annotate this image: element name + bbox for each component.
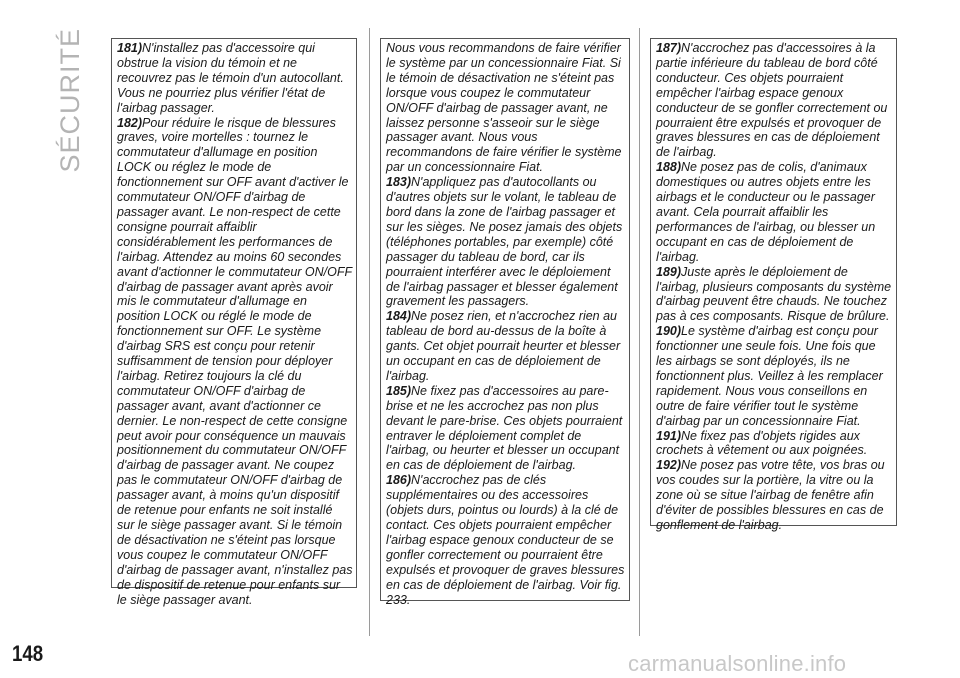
warning-box — [380, 38, 630, 607]
warning-number: 185) — [386, 383, 412, 398]
warning-number: 191) — [656, 428, 682, 443]
warning-number: 188) — [656, 160, 682, 175]
warning-text: Ne posez pas de colis, d'animaux domestiques ou autres objets entre les airbags et le conducteur ou le passager avant. Cela pourrait affaiblir les performances de l'airbag, ou blesser un occupant en cas de déploiement de l'airbag. — [656, 160, 876, 264]
warning-text: Ne fixez pas d'accessoires au pare-brise et ne les accrochez pas non plus devant le pare-brise. Ces objets pourraient entraver le déploiement complet de l'airbag, ou heurter et blesser un occupant en cas de déploiement de l'airbag. — [386, 383, 623, 473]
column-divider — [369, 28, 370, 636]
warning-number: 190) — [656, 324, 682, 339]
warning-box — [650, 38, 897, 532]
section-title: SÉCURITÉ — [54, 28, 85, 173]
warning-number: 182) — [117, 115, 143, 130]
warning-number: 187) — [656, 41, 682, 55]
warning-number: 192) — [656, 458, 682, 473]
warning-paragraph — [117, 41, 353, 116]
warning-box — [111, 38, 357, 607]
warning-text: Ne fixez pas d'objets rigides aux crochets à vêtement ou aux poignées. — [656, 428, 868, 458]
warning-number: 181) — [117, 41, 143, 55]
warning-paragraph — [656, 324, 893, 428]
warning-number: 189) — [656, 264, 682, 279]
warning-text: Pour réduire le risque de blessures graves, voire mortelles : tournez le commutateur d'allumage en position LOCK ou réglez le mode de fonctionnement sur OFF avant d'activer le commutateur ON/OFF d'airbag de passager avant. Le non-respect de cette consigne pourrait affaiblir considérablement les performances de l'airbag. Attendez au moins 60 secondes avant d'actionner le commutateur ON/OFF d'airbag de passager avant après avoir mis le commutateur d'allumage en position LOCK ou réglé le mode de fonctionnement sur OFF. Le système d'airbag SRS est conçu pour retenir suffisamment de tension pour déployer l'airbag. Retirez toujours la clé du commutateur ON/OFF d'airbag de passager avant, avant d'actionner ce dernier. Le non-respect de cette consigne peut avoir pour conséquence un mauvais positionnement du commutateur ON/OFF d'airbag de passager avant. Ne coupez pas le commutateur ON/OFF d'airbag de passager avant, à moins qu'un dispositif de retenue pour enfants ne soit installé sur le siège passager avant. Si le témoin de désactivation ne s'éteint pas lorsque vous coupez le commutateur ON/OFF d'airbag de passager avant, n'installez pas de dispositif de retenue pour enfants sur le siège passager avant. — [117, 115, 353, 607]
warning-text: N'accrochez pas d'accessoires à la partie inférieure du tableau de bord côté conducteur. Ces objets pourraient empêcher l'airbag espace genoux conducteur de se gonfler correctement ou pourraient être expulsés et provoquer de graves blessures en cas de déploiement de l'airbag. — [656, 41, 888, 160]
warning-paragraph — [386, 309, 626, 384]
warning-text: N'appliquez pas d'autocollants ou d'autres objets sur le volant, le tableau de bord dans la zone de l'airbag passager et sur les sièges. Ne posez jamais des objets (téléphones portables, par exemple) côté passager du tableau de bord, car ils pourraient interférer avec le déploiement de l'airbag passager et blesser également gravement les passagers. — [386, 175, 623, 309]
warning-paragraph — [386, 384, 626, 473]
warning-paragraph — [656, 160, 893, 264]
warning-text: Le système d'airbag est conçu pour fonctionner une seule fois. Une fois que les airbags se sont déployés, ils ne fonctionnent plus. Veillez à les remplacer rapidement. Nous vous conseillons en outre de faire vérifier tout le système d'airbag par un concessionnaire Fiat. — [656, 324, 883, 428]
warning-paragraph — [117, 116, 353, 608]
warning-text: Ne posez rien, et n'accrochez rien au tableau de bord au-dessus de la boîte à gants. Cet objet pourrait heurter et blesser un occupant en cas de déploiement de l'airbag. — [386, 309, 621, 383]
page-number: 148 — [12, 641, 44, 666]
warning-paragraph — [386, 175, 626, 309]
warning-number: 184) — [386, 309, 412, 324]
warning-text: Ne posez pas votre tête, vos bras ou vos coudes sur la portière, la vitre ou la zone où se situe l'airbag de fenêtre afin d'éviter de possibles blessures en cas de gonflement de l'airbag. — [656, 458, 885, 532]
warning-paragraph — [656, 458, 893, 533]
warning-paragraph — [386, 41, 626, 175]
section-tab — [50, 28, 90, 173]
warning-text: N'accrochez pas de clés supplémentaires ou des accessoires (objets durs, pointus ou lourds) à la clé de contact. Ces objets pourraient empêcher l'airbag espace genoux conducteur de se gonfler correctement ou pourraient être expulsés et provoquer de graves blessures en cas de déploiement de l'airbag. Voir fig. 233. — [386, 473, 625, 607]
warning-number: 183) — [386, 175, 412, 190]
warning-text: Nous vous recommandons de faire vérifier le système par un concessionnaire Fiat. Si le témoin de désactivation ne s'éteint pas lorsque vous coupez le commutateur ON/OFF d'airbag de passager avant, ne laissez personne s'asseoir sur le siège passager avant. Nous vous recommandons de faire vérifier le système par un concessionnaire Fiat. — [386, 41, 622, 175]
watermark: carmanualsonline.info — [628, 651, 847, 676]
column-divider — [639, 28, 640, 636]
warning-paragraph — [656, 265, 893, 325]
warning-text: N'installez pas d'accessoire qui obstrue la vision du témoin et ne recouvrez pas le témoin d'un autocollant. Vous ne pourriez plus vérifier l'état de l'airbag passager. — [117, 41, 344, 115]
warning-text: Juste après le déploiement de l'airbag, plusieurs composants du système d'airbag peuvent être chauds. Ne touchez pas à ces composants. Risque de brûlure. — [656, 264, 892, 324]
warning-paragraph — [386, 473, 626, 607]
warning-paragraph — [656, 429, 893, 459]
warning-paragraph — [656, 41, 893, 160]
warning-number: 186) — [386, 473, 412, 488]
